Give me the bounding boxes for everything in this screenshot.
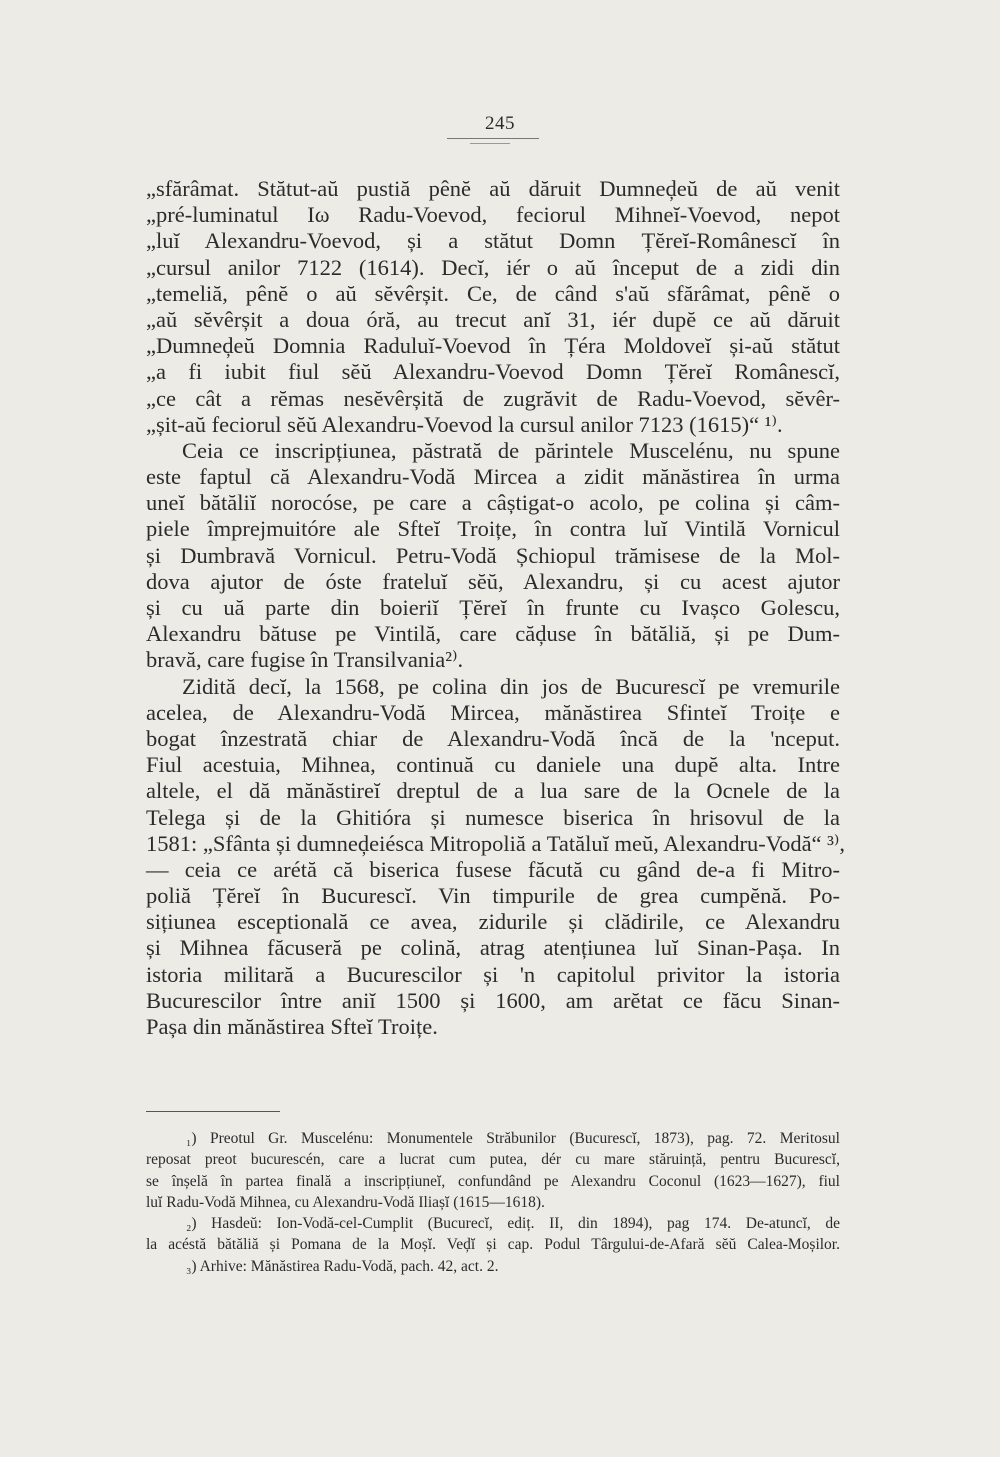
text-line: Bucurescilor între aniĭ 1500 și 1600, am arĕtat ce făcu Sinan- (146, 987, 840, 1013)
page-number-rule (447, 138, 539, 139)
footnotes (146, 1128, 840, 1277)
text-line: — ceia ce arétă că biserica fusese făcută cu gând de-a fi Mitro- (146, 856, 840, 882)
text-line: piele împrejmuitóre ale Sfteĭ Troițe, în contra luĭ Vintilă Vornicul (146, 516, 840, 542)
text-line: „șit-aŭ feciorul sĕŭ Alexandru-Voevod la cursul anilor 7123 (1615)“ ¹⁾. (146, 411, 783, 437)
body-text (146, 176, 846, 1040)
text-line: istoria militară a Bucurescilor și 'n capitolul privitor la istoria (146, 961, 840, 987)
text-line: sițiunea esceptională ce avea, zidurile și clădirile, ce Alexandru (146, 909, 840, 935)
footnote-line: reposat preot bucurescén, care a lucrat cum putea, dér cu mare stăruință, pentru Bucurescĭ, (146, 1151, 840, 1169)
text-line: „pré-luminatul Iω Radu-Voevod, feciorul Mihneĭ-Voevod, nepot (146, 202, 840, 228)
page-number: 245 (485, 113, 515, 134)
text-line: Alexandru bătuse pe Vintilă, care căḑuse în bătăliă, și pe Dum- (146, 621, 840, 647)
text-line: uneĭ bătăliĭ norocóse, pe care a câștigat-o acolo, pe colina și câm- (146, 490, 840, 516)
text-line: 1581: „Sfânta și dumneḑeiésca Mitropoliă a Tatăluĭ meŭ, Alexandru-Vodă“ ³⁾, (146, 830, 846, 856)
text-line: acelea, de Alexandru-Vodă Mircea, mănăstirea Sfinteĭ Troițe e (146, 699, 840, 725)
text-line: Pașa din mănăstirea Sfteĭ Troițe. (146, 1014, 438, 1039)
footnote-line: la acéstă bătăliă și Pomana de la Moșĭ. Veḑĭ și cap. Podul Târgului-de-Afară sĕŭ Calea-Moșilor. (146, 1236, 840, 1254)
text-line: „Dumneḑeŭ Domnia Raduluĭ-Voevod în Țéra Moldoveĭ și-aŭ stătut (146, 333, 840, 359)
text-line: bogat înzestrată chiar de Alexandru-Vodă încă de la 'nceput. (146, 725, 840, 751)
page-number-double-rule (470, 143, 510, 144)
text-line: și Dumbravă Vornicul. Petru-Vodă Șchiopul trămisese de la Mol- (146, 542, 840, 568)
text-line: și cu uă parte din boieriĭ Țĕreĭ în frunte cu Ivașco Golescu, (146, 595, 840, 620)
footnote-line: luĭ Radu-Vodă Mihnea, cu Alexandru-Vodă Iliașĭ (1615—1618). (146, 1193, 545, 1211)
text-line: poliă Țĕreĭ în Bucurescĭ. Vin timpurile de grea cumpĕnă. Po- (146, 883, 840, 909)
footnote-line: ₁) Preotul Gr. Muscelénu: Monumentele Străbunilor (Bucurescĭ, 1873), pag. 72. Meritosul (186, 1130, 840, 1147)
text-line: „a fi iubit fiul sĕŭ Alexandru-Voevod Domn Țĕreĭ Românescĭ, (146, 359, 840, 385)
text-line: este faptul că Alexandru-Vodă Mircea a zidit mănăstirea în urma (146, 464, 840, 490)
text-line: bravă, care fugise în Transilvania²⁾. (146, 647, 464, 673)
text-line: Ceia ce inscripțiunea, păstrată de părintele Muscelénu, nu spune (182, 437, 840, 463)
text-line: altele, el dă mănăstireĭ dreptul de a lua sare de la Ocnele de la (146, 778, 840, 804)
text-line: „temeliă, pênĕ o aŭ sĕvêrșit. Ce, de când s'aŭ sfărâmat, pênĕ o (146, 280, 840, 306)
footnote-separator (146, 1111, 280, 1112)
text-line: Zidită decĭ, la 1568, pe colina din jos de Bucurescĭ pe vremurile (182, 673, 840, 699)
text-line: „cursul anilor 7122 (1614). Decĭ, iér o aŭ început de a zidi din (146, 254, 840, 280)
text-line: și Mihnea făcuseră pe colină, atrag atențiunea luĭ Sinan-Pașa. In (146, 935, 840, 961)
footnote-line: ₃) Arhive: Mănăstirea Radu-Vodă, pach. 42, act. 2. (186, 1257, 499, 1275)
footnote-line: se înșelă în partea finală a inscripțiuneĭ, confundând pe Alexandru Coconul (1623—1627), fiul (146, 1172, 840, 1190)
footnote-line: ₂) Hasdeŭ: Ion-Vodă-cel-Cumplit (Bucurecĭ, ediț. II, din 1894), pag 174. De-atuncĭ, de (186, 1215, 840, 1233)
text-line: „sfărâmat. Stătut-aŭ pustiă pênĕ aŭ dăruit Dumneḑeŭ de aŭ venit (146, 176, 840, 201)
text-line: „aŭ sĕvêrșit a doua óră, au trecut anĭ 31, iér dupĕ ce aŭ dăruit (146, 306, 840, 332)
text-line: „luĭ Alexandru-Voevod, și a stătut Domn Țĕreĭ-Românescĭ în (146, 228, 840, 254)
text-line: „ce cât a rĕmas nesĕvêrșită de zugrăvit de Radu-Voevod, sĕvêr- (146, 385, 840, 411)
text-line: dova ajutor de óste frateluĭ sĕŭ, Alexandru, și cu acest ajutor (146, 568, 840, 594)
text-line: Telega și de la Ghitióra și numesce biserica în hrisovul de la (146, 804, 840, 830)
text-line: Fiul acestuia, Mihnea, continuă cu daniele una dupĕ alta. Intre (146, 752, 840, 778)
